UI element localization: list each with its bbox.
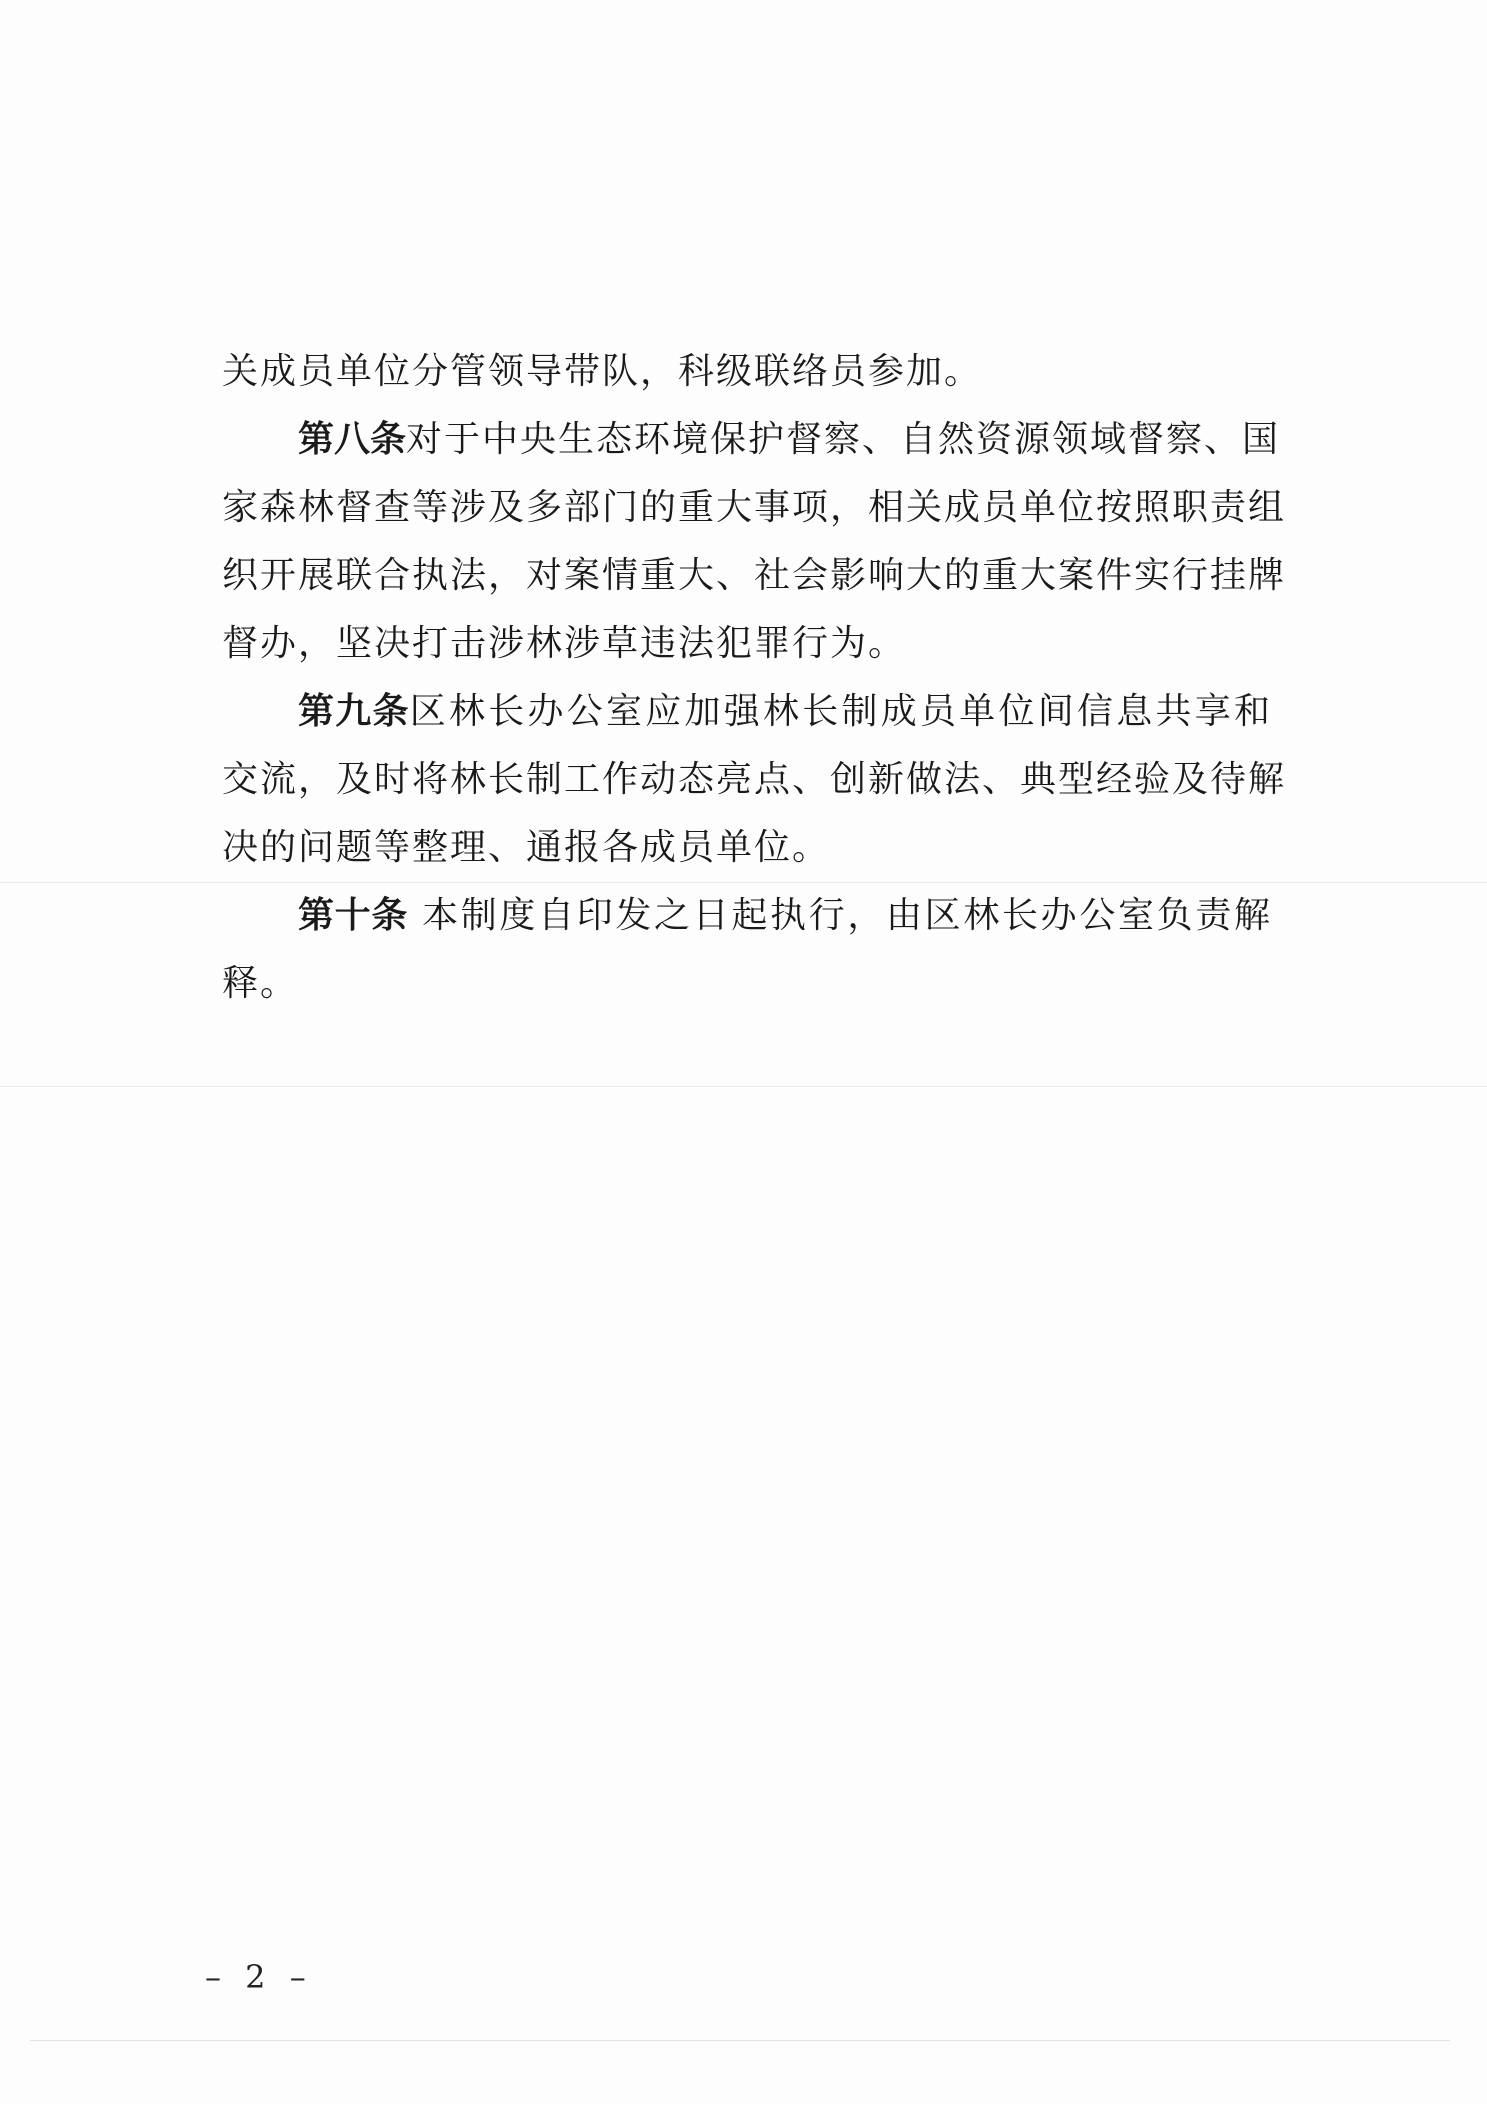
article-9-heading: 第九条	[298, 691, 410, 732]
line-text: 织开展联合执法，对案情重大、社会影响大的重大案件实行挂牌	[222, 555, 1287, 596]
page-number-value: 2	[245, 1958, 266, 1996]
line-text: 区林长办公室应加强林长制成员单位间信息共享和	[409, 691, 1272, 732]
line-text: 决的问题等整理、通报各成员单位。	[222, 827, 831, 868]
line-text: 家森林督查等涉及多部门的重大事项，相关成员单位按照职责组	[222, 487, 1287, 528]
line-text: 本制度自印发之日起执行，由区林长办公室负责解	[407, 895, 1272, 936]
article-10-line	[222, 882, 1272, 950]
article-8-heading: 第八条	[298, 419, 407, 460]
page-number	[205, 1957, 306, 1997]
article-9-line	[222, 678, 1272, 746]
article-10-heading: 第十条	[298, 895, 408, 936]
page-number-left-dash: –	[205, 1958, 221, 1996]
line-text: 释。	[222, 963, 299, 1004]
article-8-line	[222, 406, 1281, 474]
scan-artifact-line	[0, 1086, 1487, 1087]
page-number-right-dash: –	[289, 1958, 306, 1996]
text-line	[222, 338, 1272, 406]
text-line	[222, 746, 1287, 814]
line-text: 交流，及时将林长制工作动态亮点、创新做法、典型经验及待解	[222, 759, 1287, 800]
text-line	[222, 610, 1272, 678]
text-line	[222, 814, 1272, 882]
text-line	[222, 542, 1287, 610]
text-line	[222, 474, 1287, 542]
document-body	[222, 338, 1287, 1018]
bottom-divider	[30, 2040, 1450, 2041]
line-text: 督办，坚决打击涉林涉草违法犯罪行为。	[222, 623, 907, 664]
line-text: 关成员单位分管领导带队，科级联络员参加。	[222, 351, 983, 392]
text-line	[222, 950, 1272, 1018]
line-text: 对于中央生态环境保护督察、自然资源领域督察、国	[406, 419, 1281, 460]
